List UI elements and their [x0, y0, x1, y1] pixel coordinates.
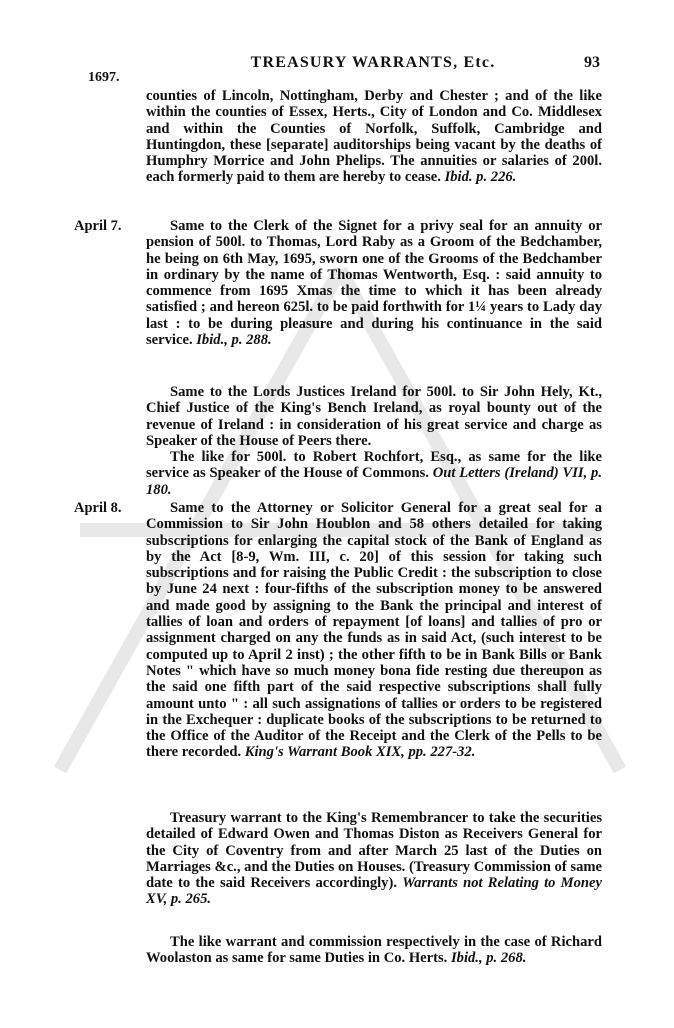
- entry-paragraph: [146, 384, 602, 449]
- margin-year: 1697.: [88, 70, 120, 85]
- running-title: TREASURY WARRANTS, Etc.: [250, 54, 496, 71]
- entry-date: April 8.: [74, 500, 122, 516]
- paragraph-text: The like for 500l. to Robert Rochfort, Esq., as same for the like service as Speaker of the House of Commons.: [146, 449, 602, 482]
- entry-receivers-herts: [0, 934, 674, 967]
- entry-paragraph: [146, 500, 602, 761]
- entry-receivers-coventry: [0, 810, 674, 908]
- entry-paragraph: [146, 449, 602, 498]
- citation: Ibid. p. 226.: [444, 169, 517, 186]
- entry-april-8: [0, 500, 674, 761]
- paragraph-text: Same to the Lords Justices Ireland for 500l. to Sir John Hely, Kt., Chief Justice of the King's Bench Ireland, as royal bounty out of the revenue of Ireland : in consideration of his great service and charge as Speaker of the House of Peers there.: [146, 384, 602, 449]
- entry-paragraph: [146, 218, 602, 348]
- page-header: [146, 54, 600, 76]
- citation: Warrants not Relating to Money XV, p. 265.: [146, 875, 602, 908]
- citation: Ibid., p. 268.: [450, 950, 527, 967]
- page-number: 93: [584, 54, 600, 71]
- entry-paragraph: [146, 810, 602, 908]
- entry-continuation: [0, 88, 674, 186]
- paragraph-text: Treasury warrant to the King's Remembrancer to take the securities detailed of Edward Owen and Thomas Diston as Receivers General for the City of Coventry from and after March 25 last of the Duties on Marriages &c., and the Duties on Houses. (Treasury Commission of same date to the said Receivers accordingly).: [146, 810, 602, 892]
- citation: King's Warrant Book XIX, pp. 227-32.: [244, 744, 476, 761]
- paragraph-text: The like warrant and commission respectively in the case of Richard Woolaston as same for same Duties in Co. Herts.: [146, 934, 602, 967]
- citation: Out Letters (Ireland) VII, p. 180.: [146, 465, 602, 498]
- entry-date: April 7.: [74, 218, 122, 234]
- paragraph-text: Same to the Attorney or Solicitor General for a great seal for a Commission to Sir John Houblon and 58 others detailed for taking subscriptions for enlarging the capital stock of the Bank of England as by the Act [8-9, Wm. III, c. 20] of this session for taking such subscriptions and for raising the Public Credit : the subscription to close by June 24 next : four-fifths of the subscription money to be answered and made good by assigning to the Bank the principal and interest of tallies of loan and orders of repayment [of loans] and tallies of pro or assignment charged on any the funds as in said Act, (such interest to be computed up to April 2 inst) ; the other fifth to be in Bank Bills or Bank Notes " which have so much money bona fide resting due thereupon as the said one fifth part of the said respective subscriptions shall fully amount unto " : all such assignations of tallies or orders to be registered in the Exchequer : duplicate books of the subscriptions to be returned to the Office of the Auditor of the Receipt and the Clerk of the Pells to be there recorded.: [146, 500, 602, 761]
- entry-ireland: [0, 384, 674, 498]
- paragraph-text: counties of Lincoln, Nottingham, Derby and Chester ; and of the like within the counties of Essex, Herts., City of London and Co. Middlesex and within the Counties of Norfolk, Suffolk, Cambridge and Huntingdon, these [separate] auditorships being vacant by the deaths of Humphry Morrice and John Phelips. The annuities or salaries of 200l. each formerly paid to them are hereby to cease.: [146, 88, 602, 186]
- citation: Ibid., p. 288.: [196, 332, 272, 349]
- entry-paragraph: [146, 88, 602, 186]
- entry-april-7: [0, 218, 674, 348]
- entry-paragraph: [146, 934, 602, 967]
- paragraph-text: Same to the Clerk of the Signet for a privy seal for an annuity or pension of 500l. to Thomas, Lord Raby as a Groom of the Bedchamber, he being on 6th May, 1695, sworn one of the Grooms of the Bedchamber in ordinary by the name of Thomas Wentworth, Esq. : said annuity to commence from 1695 Xmas the time to which it has been already satisfied ; and hereon 625l. to be paid forthwith for 1¼ years to Lady day last : to be during pleasure and during his continuance in the said service.: [146, 218, 602, 349]
